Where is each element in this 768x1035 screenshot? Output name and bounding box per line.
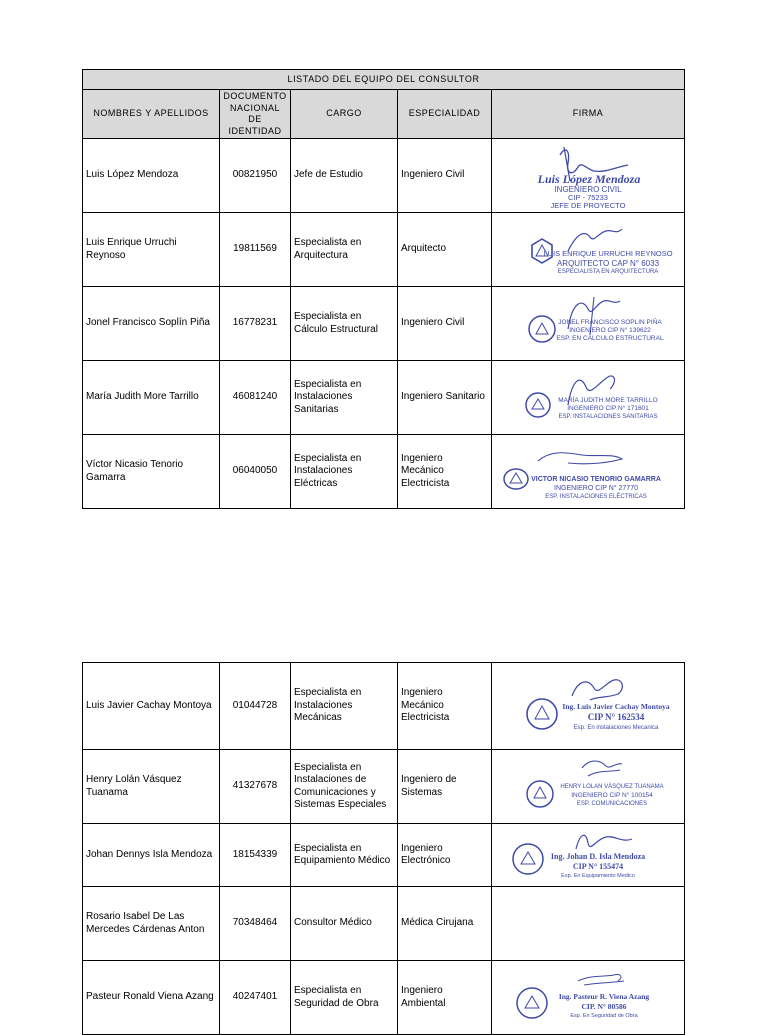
table-header-row — [83, 90, 685, 139]
table-row — [83, 824, 685, 887]
table-row — [83, 287, 685, 361]
stamp-line: CIP - 75233 — [568, 192, 608, 202]
signature-cell — [492, 824, 685, 887]
member-cargo: Jefe de Estudio — [291, 139, 398, 213]
round-seal-icon — [513, 844, 543, 874]
signature-cell — [492, 961, 685, 1035]
member-especialidad: Ingeniero Electrónico — [398, 824, 492, 887]
round-seal-icon — [527, 699, 557, 729]
table-row — [83, 750, 685, 824]
member-especialidad: Ingeniero Mecánico Electricista — [398, 435, 492, 509]
member-cargo: Especialista en Instalaciones Eléctricas — [291, 435, 398, 509]
member-name: Henry Lolán Vásquez Tuanama — [83, 750, 220, 824]
member-name: Jonel Francisco Soplín Piña — [83, 287, 220, 361]
signature-stamp-image — [498, 666, 678, 746]
signature-stamp-image — [498, 965, 678, 1031]
stamp-line: Luis López Mendoza — [537, 171, 641, 186]
table-title: LISTADO DEL EQUIPO DEL CONSULTOR — [83, 70, 685, 90]
stamp-line: CIP N° 162534 — [587, 712, 645, 722]
member-dni: 00821950 — [220, 139, 291, 213]
header-dni: DOCUMENTO NACIONAL DE IDENTIDAD — [220, 90, 291, 139]
member-dni: 06040050 — [220, 435, 291, 509]
stamp-line: CIP. N° 80586 — [581, 1001, 627, 1011]
member-cargo: Especialista en Arquitectura — [291, 213, 398, 287]
stamp-line: Esp. En instalaciones Mecanica — [573, 725, 659, 731]
stamp-line: ESP. INSTALACIONES SANITARIAS — [558, 413, 658, 420]
header-especialidad: ESPECIALIDAD — [398, 90, 492, 139]
table-row — [83, 361, 685, 435]
member-especialidad: Ingeniero Civil — [398, 139, 492, 213]
member-name: Luis López Mendoza — [83, 139, 220, 213]
stamp-line: ESP. EN CALCULO ESTRUCTURAL — [556, 334, 664, 342]
signature-stamp-image — [498, 141, 678, 211]
member-name: Luis Javier Cachay Montoya — [83, 663, 220, 750]
header-names: NOMBRES Y APELLIDOS — [83, 90, 220, 139]
signature-stamp-image — [498, 437, 678, 507]
round-seal-icon — [527, 781, 553, 807]
member-dni: 18154339 — [220, 824, 291, 887]
stamp-line: ESP. INSTALACIONES ELÉCTRICAS — [545, 493, 647, 500]
member-cargo: Especialista en Seguridad de Obra — [291, 961, 398, 1035]
member-especialidad: Ingeniero Mecánico Electricista — [398, 663, 492, 750]
stamp-line: INGENIERO CIP N° 100154 — [571, 791, 653, 799]
member-dni: 16778231 — [220, 287, 291, 361]
signature-cell — [492, 750, 685, 824]
table-row — [83, 663, 685, 750]
table-title-row — [83, 70, 685, 90]
member-especialidad: Arquitecto — [398, 213, 492, 287]
signature-cell — [492, 287, 685, 361]
stamp-line: ESPECIALISTA EN ARQUITECTURA — [557, 268, 659, 275]
member-especialidad: Médica Cirujana — [398, 887, 492, 961]
member-dni: 01044728 — [220, 663, 291, 750]
signature-cell — [492, 435, 685, 509]
stamp-line: LUIS ENRIQUE URRUCHI REYNOSO — [543, 248, 673, 258]
member-dni: 46081240 — [220, 361, 291, 435]
member-cargo: Especialista en Cálculo Estructural — [291, 287, 398, 361]
stamp-line: VICTOR NICASIO TENORIO GAMARRA — [531, 475, 661, 483]
signature-cell — [492, 213, 685, 287]
member-especialidad: Ingeniero Sanitario — [398, 361, 492, 435]
signature-stamp-image — [498, 752, 678, 822]
stamp-line: INGENIERO CIP N° 139622 — [569, 326, 651, 334]
stamp-line: INGENIERO CIVIL — [554, 184, 622, 194]
member-name: Víctor Nicasio Tenorio Gamarra — [83, 435, 220, 509]
round-seal-icon — [526, 393, 550, 417]
member-dni: 70348464 — [220, 887, 291, 961]
consultant-team-table — [82, 69, 685, 509]
stamp-line: ARQUITECTO CAP N° 6033 — [556, 258, 660, 268]
signature-cell-empty — [492, 887, 685, 961]
member-name: María Judith More Tarrillo — [83, 361, 220, 435]
stamp-line: Ing. Luis Javier Cachay Montoya — [562, 702, 670, 711]
member-name: Pasteur Ronald Viena Azang — [83, 961, 220, 1035]
table-row — [83, 213, 685, 287]
member-name: Luis Enrique Urruchi Reynoso — [83, 213, 220, 287]
member-especialidad: Ingeniero Civil — [398, 287, 492, 361]
member-dni: 41327678 — [220, 750, 291, 824]
signature-stamp-image — [498, 825, 678, 885]
member-cargo: Consultor Médico — [291, 887, 398, 961]
table-row — [83, 887, 685, 961]
signature-stamp-image — [498, 215, 678, 285]
stamp-line: JEFE DE PROYECTO — [550, 200, 626, 210]
member-cargo: Especialista en Instalaciones Sanitarias — [291, 361, 398, 435]
signature-stamp-image — [498, 289, 678, 359]
member-dni: 40247401 — [220, 961, 291, 1035]
member-cargo: Especialista en Instalaciones de Comunicaciones y Sistemas Especiales — [291, 750, 398, 824]
round-seal-icon — [529, 316, 555, 342]
stamp-line: CIP N° 155474 — [572, 862, 624, 871]
member-especialidad: Ingeniero de Sistemas — [398, 750, 492, 824]
table-row — [83, 435, 685, 509]
member-cargo: Especialista en Equipamiento Médico — [291, 824, 398, 887]
signature-cell — [492, 361, 685, 435]
stamp-line: MARÍA JUDITH MORE TARRILLO — [558, 396, 658, 404]
signature-cell — [492, 139, 685, 213]
stamp-line: INGENIERO CIP N° 171601 — [567, 404, 649, 412]
stamp-line: Ing. Pasteur R. Viena Azang — [558, 991, 650, 1001]
member-especialidad: Ingeniero Ambiental — [398, 961, 492, 1035]
signature-cell — [492, 663, 685, 750]
member-cargo: Especialista en Instalaciones Mecánicas — [291, 663, 398, 750]
member-name: Johan Dennys Isla Mendoza — [83, 824, 220, 887]
consultant-team-table-continued — [82, 662, 685, 1035]
stamp-line: JONEL FRANCISCO SOPLIN PIÑA — [558, 318, 662, 326]
table-row — [83, 961, 685, 1035]
member-name: Rosario Isabel De Las Mercedes Cárdenas Anton — [83, 887, 220, 961]
stamp-line: ESP. COMUNICACIONES — [576, 800, 648, 807]
stamp-line: Esp. En Equipamiento Medico — [561, 873, 635, 879]
member-dni: 19811569 — [220, 213, 291, 287]
table-row — [83, 139, 685, 213]
stamp-line: Ing. Johan D. Isla Mendoza — [550, 852, 646, 861]
header-cargo: CARGO — [291, 90, 398, 139]
round-seal-icon — [504, 469, 528, 489]
round-seal-icon — [517, 988, 547, 1018]
signature-stamp-image — [498, 363, 678, 433]
stamp-line: HENRY LOLAN VÁSQUEZ TUANAMA — [560, 783, 664, 790]
stamp-line: Esp. En Seguridad de Obra — [570, 1012, 638, 1019]
header-firma: FIRMA — [492, 90, 685, 139]
stamp-line: INGENIERO CIP N° 27770 — [554, 484, 638, 492]
